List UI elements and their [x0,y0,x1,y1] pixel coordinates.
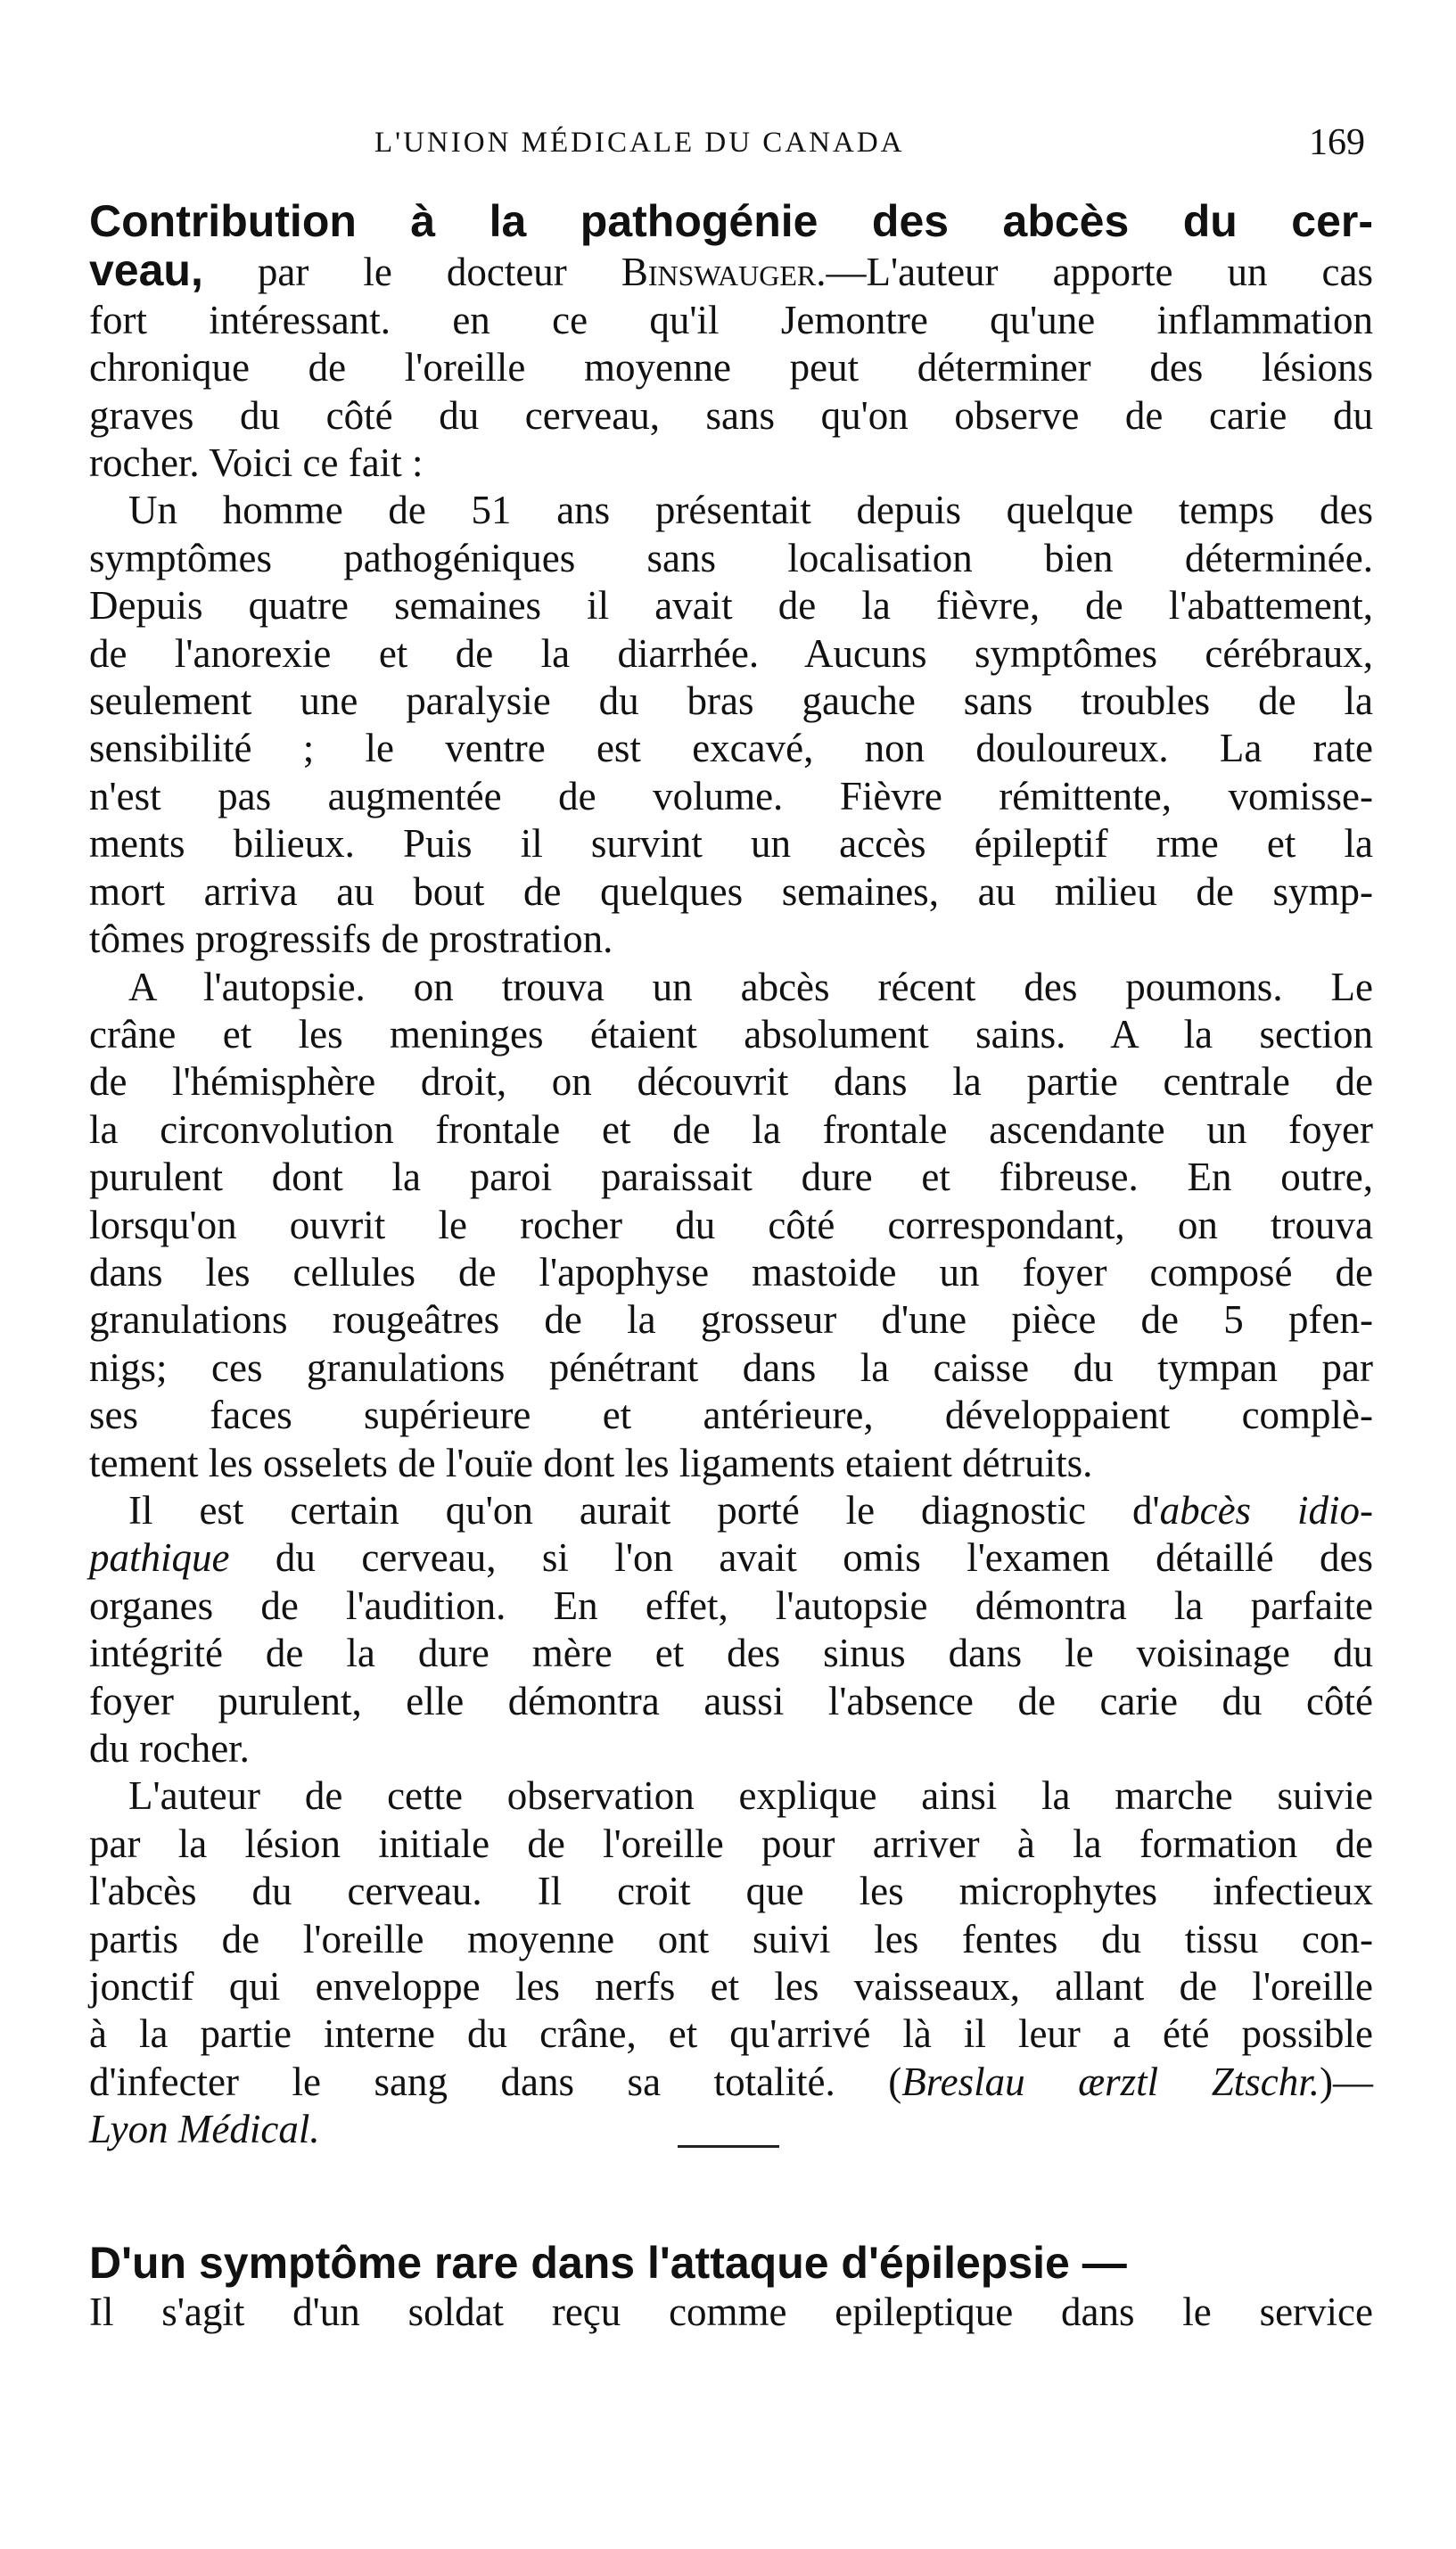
text-line: par la lésion initiale de l'oreille pour arriver à la formation de [89,1821,1373,1866]
text-line: tômes progressifs de prostration. [89,917,613,962]
text-line: foyer purulent, elle démontra aussi l'absence de carie du côté [89,1678,1373,1723]
text-line: graves du côté du cerveau, sans qu'on observe de carie du [89,392,1373,438]
text-line: A l'autopsie. on trouva un abcès récent des poumons. Le [128,964,1373,1009]
text-line: ses faces supérieure et antérieure, développaient complè- [89,1393,1373,1438]
text-line: symptômes pathogéniques sans localisation bien déterminée. [89,535,1373,580]
author-name: Binswauger [621,250,817,295]
text-line: ments bilieux. Puis il survint un accès épileptif rme et la [89,821,1373,867]
text-line: mort arriva au bout de quelques semaines, au milieu de symp- [89,868,1373,914]
running-header [0,122,1456,180]
text-line: jonctif qui enveloppe les nerfs et les vaisseaux, allant de l'oreille [89,1964,1373,2010]
text-line: partis de l'oreille moyenne ont suivi les fentes du tissu con- [89,1916,1373,1961]
text-line: Un homme de 51 ans présentait depuis quelque temps des [128,488,1373,533]
text-line: dans les cellules de l'apophyse mastoide un foyer composé de [89,1249,1373,1295]
text-line: Depuis quatre semaines il avait de la fièvre, de l'abattement, [89,583,1373,629]
text-line: de l'anorexie et de la diarrhée. Aucuns symptômes cérébraux, [89,630,1373,676]
text-line: nigs; ces granulations pénétrant dans la caisse du tympan par [89,1344,1373,1390]
text-line: granulations rougeâtres de la grosseur d'une pièce de 5 pfen- [89,1297,1373,1343]
citation-journal: Breslau ærztl Ztschr. [901,2059,1320,2104]
text-line: lorsqu'on ouvrit le rocher du côté correspondant, on trouva [89,1202,1373,1247]
text-line: de l'hémisphère droit, on découvrit dans la partie centrale de [89,1059,1373,1105]
text-line: l'abcès du cerveau. Il croit que les microphytes infectieux [89,1869,1373,1914]
text-line: chronique de l'oreille moyenne peut déterminer des lésions [89,345,1373,391]
text-line: à la partie interne du crâne, et qu'arrivé là il leur a été possible [89,2011,1373,2057]
text-line: du rocher. [89,1726,250,1771]
text-line: Il s'agit d'un soldat reçu comme epileptique dans le service [89,2290,1373,2335]
text-line: intégrité de la dure mère et des sinus dans le voisinage du [89,1631,1373,1676]
article-title-byline: veau, par le docteur Binswauger.—L'auteur apporte un cas [89,245,1373,296]
text-line: organes de l'audition. En effet, l'autopsie démontra la parfaite [89,1583,1373,1628]
article-abces-du-cerveau [89,198,1373,2154]
italic-term: abcès idio- [1159,1487,1373,1533]
text-line: d'infecter le sang dans sa totalité. (Breslau ærztl Ztschr.)— [89,2059,1373,2104]
section-divider [678,2145,779,2148]
page-number: 169 [1309,122,1365,163]
citation-source: Lyon Médical. [89,2107,320,2152]
text-line: fort intéressant. en ce qu'il Jemontre qu'une inflammation [89,297,1373,342]
text-line: pathique du cerveau, si l'on avait omis l'examen détaillé des [89,1535,1373,1581]
running-title: L'UNION MÉDICALE DU CANADA [374,127,905,159]
text-line: la circonvolution frontale et de la frontale ascendante un foyer [89,1106,1373,1152]
text-line: seulement une paralysie du bras gauche sans troubles de la [89,678,1373,724]
text-line: tement les osselets de l'ouïe dont les ligaments etaient détruits. [89,1440,1093,1485]
text-line: sensibilité ; le ventre est excavé, non douloureux. La rate [89,726,1373,771]
text-line: crâne et les meninges étaient absolument sains. A la section [89,1011,1373,1057]
text-line: Il est certain qu'on aurait porté le diagnostic d'abcès idio- [128,1487,1373,1533]
article-symptome-epilepsie [89,2240,1373,2337]
text-line: L'auteur de cette observation explique ainsi la marche suivie [128,1773,1373,1819]
text-line: purulent dont la paroi paraissait dure et fibreuse. En outre, [89,1155,1373,1200]
italic-term: pathique [89,1535,230,1581]
article-title-line: D'un symptôme rare dans l'attaque d'épilepsie — [89,2238,1127,2288]
text-line: rocher. Voici ce fait : [89,440,424,486]
text-line: n'est pas augmentée de volume. Fièvre rémittente, vomisse- [89,773,1373,818]
article-title-line: Contribution à la pathogénie des abcès du cer- [89,196,1373,246]
